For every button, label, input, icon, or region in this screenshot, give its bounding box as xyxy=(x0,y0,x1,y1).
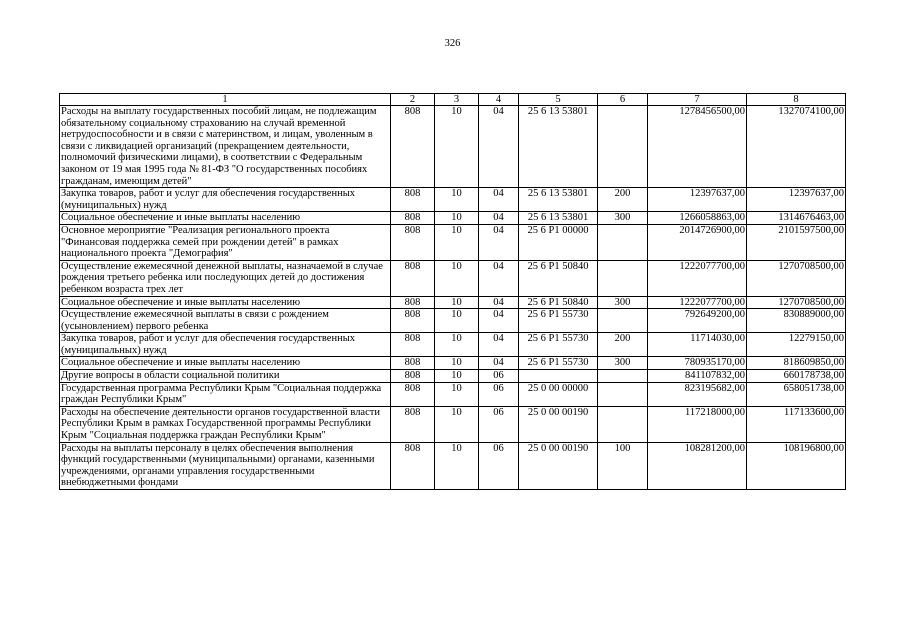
table-row xyxy=(60,333,846,357)
row-pr-code: 06 xyxy=(479,406,519,442)
row-gr-code: 808 xyxy=(391,106,435,188)
row-vr-code xyxy=(598,106,648,188)
row-name: Закупка товаров, работ и услуг для обеспечения государственных (муниципальных) нужд xyxy=(60,188,391,212)
row-pr-code: 04 xyxy=(479,296,519,309)
row-rz-code: 10 xyxy=(435,296,479,309)
table-row xyxy=(60,357,846,370)
row-rz-code: 10 xyxy=(435,188,479,212)
header-col-8: 8 xyxy=(747,94,846,106)
table-row xyxy=(60,370,846,383)
table-body xyxy=(60,106,846,490)
row-gr-code: 808 xyxy=(391,370,435,383)
row-sum-year1: 117218000,00 xyxy=(648,406,747,442)
row-rz-code: 10 xyxy=(435,382,479,406)
row-sum-year2: 12397637,00 xyxy=(747,188,846,212)
row-gr-code: 808 xyxy=(391,260,435,296)
row-rz-code: 10 xyxy=(435,370,479,383)
row-vr-code: 200 xyxy=(598,188,648,212)
row-sum-year2: 12279150,00 xyxy=(747,333,846,357)
row-gr-code: 808 xyxy=(391,357,435,370)
row-rz-code: 10 xyxy=(435,442,479,489)
row-vr-code xyxy=(598,224,648,260)
row-gr-code: 808 xyxy=(391,442,435,489)
table-row xyxy=(60,106,846,188)
row-csr-code: 25 6 13 53801 xyxy=(519,188,598,212)
row-pr-code: 04 xyxy=(479,224,519,260)
row-name: Государственная программа Республики Крым "Социальная поддержка граждан Республики Крым" xyxy=(60,382,391,406)
row-sum-year1: 1266058863,00 xyxy=(648,212,747,225)
row-vr-code: 200 xyxy=(598,333,648,357)
row-sum-year1: 1278456500,00 xyxy=(648,106,747,188)
row-pr-code: 04 xyxy=(479,309,519,333)
row-gr-code: 808 xyxy=(391,212,435,225)
row-name: Социальное обеспечение и иные выплаты населению xyxy=(60,212,391,225)
table-row xyxy=(60,188,846,212)
header-col-1: 1 xyxy=(60,94,391,106)
row-sum-year2: 660178738,00 xyxy=(747,370,846,383)
row-sum-year2: 1327074100,00 xyxy=(747,106,846,188)
row-vr-code: 300 xyxy=(598,357,648,370)
row-pr-code: 04 xyxy=(479,188,519,212)
row-sum-year1: 1222077700,00 xyxy=(648,296,747,309)
row-sum-year2: 818609850,00 xyxy=(747,357,846,370)
table-header xyxy=(60,94,846,106)
row-sum-year1: 823195682,00 xyxy=(648,382,747,406)
row-gr-code: 808 xyxy=(391,382,435,406)
row-pr-code: 06 xyxy=(479,370,519,383)
table-row xyxy=(60,442,846,489)
row-rz-code: 10 xyxy=(435,309,479,333)
row-name: Осуществление ежемесячной выплаты в связи с рождением (усыновлением) первого ребенка xyxy=(60,309,391,333)
row-rz-code: 10 xyxy=(435,224,479,260)
row-csr-code: 25 6 13 53801 xyxy=(519,212,598,225)
table-row xyxy=(60,212,846,225)
row-vr-code xyxy=(598,309,648,333)
row-rz-code: 10 xyxy=(435,406,479,442)
row-sum-year1: 1222077700,00 xyxy=(648,260,747,296)
row-gr-code: 808 xyxy=(391,188,435,212)
row-gr-code: 808 xyxy=(391,296,435,309)
table-row xyxy=(60,382,846,406)
row-csr-code: 25 6 13 53801 xyxy=(519,106,598,188)
row-name: Осуществление ежемесячной денежной выплаты, назначаемой в случае рождения третьего ребенка или последующих детей до достижения ребенком возраста трех лет xyxy=(60,260,391,296)
row-name: Другие вопросы в области социальной политики xyxy=(60,370,391,383)
row-rz-code: 10 xyxy=(435,212,479,225)
row-name: Расходы на обеспечение деятельности органов государственной власти Республики Крым в рамках Государственной программы Республики Крым "Социальная поддержка граждан Республики Крым" xyxy=(60,406,391,442)
row-vr-code: 300 xyxy=(598,212,648,225)
row-pr-code: 04 xyxy=(479,260,519,296)
row-csr-code: 25 6 Р1 50840 xyxy=(519,296,598,309)
row-name: Расходы на выплату государственных пособий лицам, не подлежащим обязательному социальному страхованию на случай временной нетрудоспособности и в связи с материнством, и лицам, уволенным в связи с ликвидацией организаций (прекращением деятельности, полномочий физическими лицами), в соответствии с Федеральным законом от 19 мая 1995 года № 81-ФЗ "О государственных пособиях гражданам, имеющим детей" xyxy=(60,106,391,188)
row-gr-code: 808 xyxy=(391,309,435,333)
row-csr-code: 25 6 Р1 55730 xyxy=(519,357,598,370)
row-csr-code: 25 6 Р1 00000 xyxy=(519,224,598,260)
row-sum-year2: 2101597500,00 xyxy=(747,224,846,260)
row-sum-year1: 11714030,00 xyxy=(648,333,747,357)
header-col-3: 3 xyxy=(435,94,479,106)
row-csr-code xyxy=(519,370,598,383)
row-sum-year1: 108281200,00 xyxy=(648,442,747,489)
header-col-6: 6 xyxy=(598,94,648,106)
row-gr-code: 808 xyxy=(391,224,435,260)
row-rz-code: 10 xyxy=(435,357,479,370)
row-rz-code: 10 xyxy=(435,260,479,296)
row-name: Расходы на выплаты персоналу в целях обеспечения выполнения функций государственными (муниципальными) органами, казенными учреждениями, органами управления государственными внебюджетными фондами xyxy=(60,442,391,489)
row-pr-code: 06 xyxy=(479,382,519,406)
row-pr-code: 04 xyxy=(479,357,519,370)
row-gr-code: 808 xyxy=(391,406,435,442)
row-vr-code xyxy=(598,370,648,383)
row-sum-year2: 108196800,00 xyxy=(747,442,846,489)
row-vr-code xyxy=(598,406,648,442)
row-name: Социальное обеспечение и иные выплаты населению xyxy=(60,357,391,370)
row-name: Социальное обеспечение и иные выплаты населению xyxy=(60,296,391,309)
row-sum-year1: 792649200,00 xyxy=(648,309,747,333)
row-sum-year1: 780935170,00 xyxy=(648,357,747,370)
table-row xyxy=(60,406,846,442)
row-name: Закупка товаров, работ и услуг для обеспечения государственных (муниципальных) нужд xyxy=(60,333,391,357)
row-sum-year2: 830889000,00 xyxy=(747,309,846,333)
row-csr-code: 25 6 Р1 55730 xyxy=(519,333,598,357)
budget-table xyxy=(59,93,846,490)
table-row xyxy=(60,224,846,260)
row-sum-year2: 1270708500,00 xyxy=(747,260,846,296)
row-vr-code: 100 xyxy=(598,442,648,489)
row-sum-year1: 2014726900,00 xyxy=(648,224,747,260)
row-sum-year2: 117133600,00 xyxy=(747,406,846,442)
row-sum-year2: 658051738,00 xyxy=(747,382,846,406)
row-pr-code: 06 xyxy=(479,442,519,489)
header-row xyxy=(60,94,846,106)
row-name: Основное мероприятие "Реализация регионального проекта "Финансовая поддержка семей при рождении детей" в рамках национального проекта "Демография" xyxy=(60,224,391,260)
row-sum-year2: 1270708500,00 xyxy=(747,296,846,309)
header-col-5: 5 xyxy=(519,94,598,106)
row-pr-code: 04 xyxy=(479,333,519,357)
table-row xyxy=(60,309,846,333)
row-gr-code: 808 xyxy=(391,333,435,357)
row-rz-code: 10 xyxy=(435,106,479,188)
row-csr-code: 25 6 Р1 50840 xyxy=(519,260,598,296)
row-csr-code: 25 0 00 00190 xyxy=(519,442,598,489)
header-col-4: 4 xyxy=(479,94,519,106)
table-row xyxy=(60,296,846,309)
row-vr-code: 300 xyxy=(598,296,648,309)
row-rz-code: 10 xyxy=(435,333,479,357)
row-csr-code: 25 0 00 00000 xyxy=(519,382,598,406)
row-sum-year1: 12397637,00 xyxy=(648,188,747,212)
row-vr-code xyxy=(598,260,648,296)
row-csr-code: 25 6 Р1 55730 xyxy=(519,309,598,333)
page-number: 326 xyxy=(444,38,461,49)
header-col-7: 7 xyxy=(648,94,747,106)
header-col-2: 2 xyxy=(391,94,435,106)
table-row xyxy=(60,260,846,296)
row-csr-code: 25 0 00 00190 xyxy=(519,406,598,442)
row-pr-code: 04 xyxy=(479,106,519,188)
row-vr-code xyxy=(598,382,648,406)
row-pr-code: 04 xyxy=(479,212,519,225)
row-sum-year1: 841107832,00 xyxy=(648,370,747,383)
row-sum-year2: 1314676463,00 xyxy=(747,212,846,225)
